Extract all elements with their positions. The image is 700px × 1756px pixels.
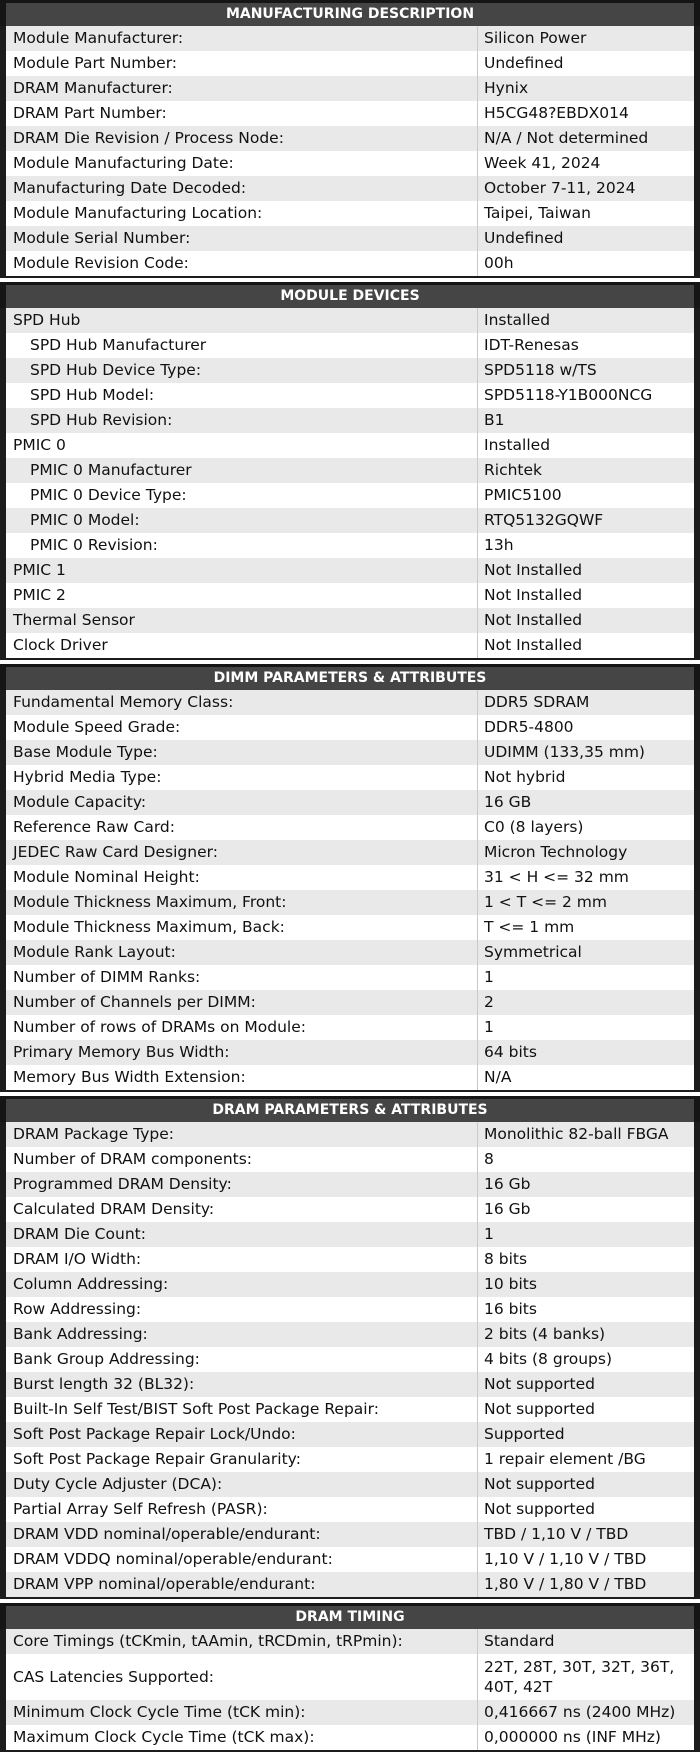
- row-value: IDT-Renesas: [484, 336, 579, 354]
- row-value: 31 < H <= 32 mm: [484, 868, 629, 886]
- table-row: [0, 26, 700, 51]
- table-row: [0, 1347, 700, 1372]
- row-label: SPD Hub Model:: [6, 383, 478, 408]
- row-label: PMIC 0 Revision:: [6, 533, 478, 558]
- table-row: [0, 1422, 700, 1447]
- table-row: [0, 1725, 700, 1750]
- table-row: [0, 940, 700, 965]
- row-label: Fundamental Memory Class:: [6, 690, 478, 715]
- row-label: Module Manufacturing Location:: [6, 201, 478, 226]
- row-value: 16 Gb: [484, 1200, 531, 1218]
- section-dram-parameters-attributes: [0, 1096, 700, 1603]
- row-label: PMIC 0 Device Type:: [6, 483, 478, 508]
- row-value: Installed: [484, 436, 551, 454]
- row-label: Memory Bus Width Extension:: [6, 1065, 478, 1090]
- table-row: [0, 1272, 700, 1297]
- row-value: RTQ5132GQWF: [484, 511, 604, 529]
- row-label: Bank Addressing:: [6, 1322, 478, 1347]
- table-row: [0, 251, 700, 276]
- table-row: [0, 890, 700, 915]
- row-label: Bank Group Addressing:: [6, 1347, 478, 1372]
- row-value: Not Installed: [484, 611, 583, 629]
- row-value: Not Installed: [484, 636, 583, 654]
- row-label: DRAM VPP nominal/operable/endurant:: [6, 1572, 478, 1597]
- row-value: Taipei, Taiwan: [484, 204, 591, 222]
- row-value: 13h: [484, 536, 514, 554]
- row-label: Module Manufacturing Date:: [6, 151, 478, 176]
- table-row: [0, 408, 700, 433]
- row-label: Manufacturing Date Decoded:: [6, 176, 478, 201]
- table-row: [0, 176, 700, 201]
- row-value: PMIC5100: [484, 486, 562, 504]
- row-label: Maximum Clock Cycle Time (tCK max):: [6, 1725, 478, 1750]
- row-value: Undefined: [484, 54, 564, 72]
- row-label: Base Module Type:: [6, 740, 478, 765]
- row-label: Calculated DRAM Density:: [6, 1197, 478, 1222]
- section-header: DRAM TIMING: [0, 1603, 700, 1629]
- table-row: [0, 965, 700, 990]
- row-value: 0,000000 ns (INF MHz): [484, 1728, 661, 1746]
- table-row: [0, 1197, 700, 1222]
- table-row: [0, 1172, 700, 1197]
- row-value: H5CG48?EBDX014: [484, 104, 629, 122]
- table-row: [0, 1522, 700, 1547]
- table-row: [0, 1247, 700, 1272]
- row-label: PMIC 0 Model:: [6, 508, 478, 533]
- table-row: [0, 815, 700, 840]
- row-value: Hynix: [484, 79, 529, 97]
- table-row: [0, 1547, 700, 1572]
- table-row: [0, 483, 700, 508]
- table-row: [0, 1700, 700, 1725]
- row-value: Not supported: [484, 1375, 595, 1393]
- table-row: [0, 583, 700, 608]
- row-value: 2 bits (4 banks): [484, 1325, 606, 1343]
- row-value: 2: [484, 993, 494, 1011]
- table-row: [0, 433, 700, 458]
- table-row: [0, 990, 700, 1015]
- section-header: MANUFACTURING DESCRIPTION: [0, 0, 700, 26]
- row-value: Not supported: [484, 1475, 595, 1493]
- row-label: Module Thickness Maximum, Back:: [6, 915, 478, 940]
- row-label: Built-In Self Test/BIST Soft Post Package Repair:: [6, 1397, 478, 1422]
- row-label: SPD Hub: [6, 308, 478, 333]
- row-value: Silicon Power: [484, 29, 587, 47]
- row-label: DRAM Die Count:: [6, 1222, 478, 1247]
- row-label: Module Nominal Height:: [6, 865, 478, 890]
- row-label: Column Addressing:: [6, 1272, 478, 1297]
- row-label: Primary Memory Bus Width:: [6, 1040, 478, 1065]
- table-row: [0, 740, 700, 765]
- table-row: [0, 76, 700, 101]
- row-label: DRAM VDD nominal/operable/endurant:: [6, 1522, 478, 1547]
- row-value: N/A / Not determined: [484, 129, 649, 147]
- section-header: DIMM PARAMETERS & ATTRIBUTES: [0, 664, 700, 690]
- row-value: SPD5118-Y1B000NCG: [484, 386, 653, 404]
- row-value: Week 41, 2024: [484, 154, 601, 172]
- row-label: Burst length 32 (BL32):: [6, 1372, 478, 1397]
- table-row: [0, 1372, 700, 1397]
- row-value: Undefined: [484, 229, 564, 247]
- row-value: 22T, 28T, 30T, 32T, 36T, 40T, 42T: [484, 1658, 675, 1696]
- table-row: [0, 790, 700, 815]
- row-label: Module Rank Layout:: [6, 940, 478, 965]
- row-label: Hybrid Media Type:: [6, 765, 478, 790]
- row-label: Number of Channels per DIMM:: [6, 990, 478, 1015]
- row-value: C0 (8 layers): [484, 818, 584, 836]
- table-row: [0, 1629, 700, 1654]
- row-label: DRAM VDDQ nominal/operable/endurant:: [6, 1547, 478, 1572]
- row-value: 1,80 V / 1,80 V / TBD: [484, 1575, 647, 1593]
- row-value: 16 Gb: [484, 1175, 531, 1193]
- row-label: Number of DRAM components:: [6, 1147, 478, 1172]
- table-row: [0, 51, 700, 76]
- row-label: Minimum Clock Cycle Time (tCK min):: [6, 1700, 478, 1725]
- row-label: PMIC 0 Manufacturer: [6, 458, 478, 483]
- row-value: Richtek: [484, 461, 543, 479]
- table-row: [0, 865, 700, 890]
- row-value: Micron Technology: [484, 843, 628, 861]
- table-row: [0, 915, 700, 940]
- row-label: JEDEC Raw Card Designer:: [6, 840, 478, 865]
- row-value: Not hybrid: [484, 768, 566, 786]
- table-row: [0, 1322, 700, 1347]
- table-row: [0, 690, 700, 715]
- table-row: [0, 1472, 700, 1497]
- row-label: SPD Hub Manufacturer: [6, 333, 478, 358]
- row-value: 64 bits: [484, 1043, 537, 1061]
- row-label: Partial Array Self Refresh (PASR):: [6, 1497, 478, 1522]
- row-label: Number of DIMM Ranks:: [6, 965, 478, 990]
- row-label: SPD Hub Device Type:: [6, 358, 478, 383]
- row-value: 8 bits: [484, 1250, 528, 1268]
- row-label: Reference Raw Card:: [6, 815, 478, 840]
- table-row: [0, 126, 700, 151]
- section-header: DRAM PARAMETERS & ATTRIBUTES: [0, 1096, 700, 1122]
- row-value: October 7-11, 2024: [484, 179, 636, 197]
- row-label: SPD Hub Revision:: [6, 408, 478, 433]
- table-row: [0, 308, 700, 333]
- table-row: [0, 840, 700, 865]
- table-row: [0, 533, 700, 558]
- row-value: 1 repair element /BG: [484, 1450, 646, 1468]
- row-value: Not supported: [484, 1500, 595, 1518]
- row-label: CAS Latencies Supported:: [6, 1654, 478, 1700]
- table-row: [0, 383, 700, 408]
- table-row: [0, 101, 700, 126]
- table-row: [0, 715, 700, 740]
- row-value: Not supported: [484, 1400, 595, 1418]
- row-value: T <= 1 mm: [484, 918, 575, 936]
- table-row: [0, 765, 700, 790]
- row-label: Core Timings (tCKmin, tAAmin, tRCDmin, tRPmin):: [6, 1629, 478, 1654]
- row-label: DRAM Part Number:: [6, 101, 478, 126]
- row-value: TBD / 1,10 V / TBD: [484, 1525, 629, 1543]
- row-value: N/A: [484, 1068, 512, 1086]
- row-value: Supported: [484, 1425, 565, 1443]
- row-label: Module Speed Grade:: [6, 715, 478, 740]
- row-label: Duty Cycle Adjuster (DCA):: [6, 1472, 478, 1497]
- table-row: [0, 608, 700, 633]
- section-manufacturing-description: [0, 0, 700, 282]
- row-value: DDR5 SDRAM: [484, 693, 590, 711]
- row-label: DRAM Manufacturer:: [6, 76, 478, 101]
- row-label: DRAM I/O Width:: [6, 1247, 478, 1272]
- row-label: Module Manufacturer:: [6, 26, 478, 51]
- row-label: DRAM Package Type:: [6, 1122, 478, 1147]
- row-label: Module Thickness Maximum, Front:: [6, 890, 478, 915]
- row-label: Module Serial Number:: [6, 226, 478, 251]
- row-value: 0,416667 ns (2400 MHz): [484, 1703, 676, 1721]
- table-row: [0, 1015, 700, 1040]
- table-row: [0, 1122, 700, 1147]
- row-label: Number of rows of DRAMs on Module:: [6, 1015, 478, 1040]
- table-row: [0, 1572, 700, 1597]
- row-value: 16 GB: [484, 793, 532, 811]
- table-row: [0, 1222, 700, 1247]
- table-row: [0, 1147, 700, 1172]
- section-header: MODULE DEVICES: [0, 282, 700, 308]
- row-label: Clock Driver: [6, 633, 478, 658]
- table-row: [0, 558, 700, 583]
- table-row: [0, 1497, 700, 1522]
- row-value: DDR5-4800: [484, 718, 574, 736]
- row-value: 1: [484, 1018, 494, 1036]
- row-value: Standard: [484, 1632, 555, 1650]
- row-value: Installed: [484, 311, 551, 329]
- table-row: [0, 1040, 700, 1065]
- table-row: [0, 151, 700, 176]
- row-value: 1: [484, 968, 494, 986]
- row-label: Programmed DRAM Density:: [6, 1172, 478, 1197]
- row-value: 1 < T <= 2 mm: [484, 893, 607, 911]
- row-value: Not Installed: [484, 561, 583, 579]
- section-dram-timing: [0, 1603, 700, 1756]
- section-divider: [0, 1750, 700, 1756]
- row-label: DRAM Die Revision / Process Node:: [6, 126, 478, 151]
- table-row: [0, 1654, 700, 1700]
- row-value: SPD5118 w/TS: [484, 361, 597, 379]
- section-module-devices: [0, 282, 700, 664]
- row-label: Module Revision Code:: [6, 251, 478, 276]
- row-value: 00h: [484, 254, 514, 272]
- row-value: 4 bits (8 groups): [484, 1350, 612, 1368]
- row-value: B1: [484, 411, 505, 429]
- table-row: [0, 508, 700, 533]
- row-value: 8: [484, 1150, 494, 1168]
- table-row: [0, 1447, 700, 1472]
- row-label: PMIC 2: [6, 583, 478, 608]
- table-row: [0, 1297, 700, 1322]
- row-value: Not Installed: [484, 586, 583, 604]
- row-value: Symmetrical: [484, 943, 582, 961]
- row-value: 1,10 V / 1,10 V / TBD: [484, 1550, 647, 1568]
- row-label: Module Capacity:: [6, 790, 478, 815]
- table-row: [0, 226, 700, 251]
- row-value: UDIMM (133,35 mm): [484, 743, 645, 761]
- row-label: PMIC 1: [6, 558, 478, 583]
- row-label: Soft Post Package Repair Lock/Undo:: [6, 1422, 478, 1447]
- row-label: Thermal Sensor: [6, 608, 478, 633]
- row-value: 10 bits: [484, 1275, 537, 1293]
- row-label: Row Addressing:: [6, 1297, 478, 1322]
- row-label: PMIC 0: [6, 433, 478, 458]
- row-label: Soft Post Package Repair Granularity:: [6, 1447, 478, 1472]
- row-value: 1: [484, 1225, 494, 1243]
- section-dimm-parameters-attributes: [0, 664, 700, 1096]
- table-row: [0, 458, 700, 483]
- row-value: 16 bits: [484, 1300, 537, 1318]
- row-label: Module Part Number:: [6, 51, 478, 76]
- table-row: [0, 1397, 700, 1422]
- row-value: Monolithic 82-ball FBGA: [484, 1125, 669, 1143]
- table-row: [0, 1065, 700, 1090]
- table-row: [0, 201, 700, 226]
- table-row: [0, 633, 700, 658]
- table-row: [0, 333, 700, 358]
- table-row: [0, 358, 700, 383]
